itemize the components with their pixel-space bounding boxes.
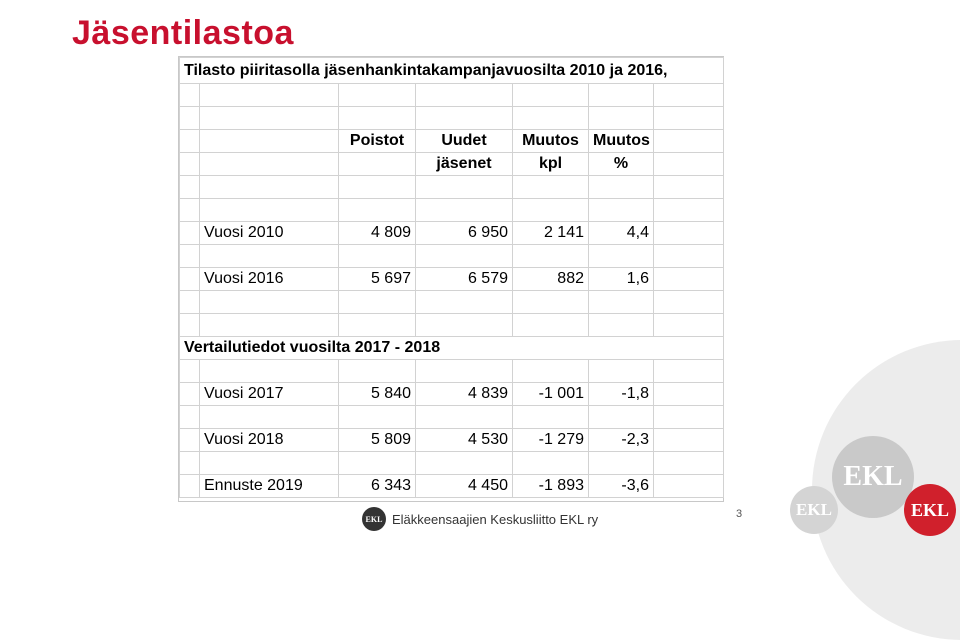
cell-poistot: 6 343 (339, 475, 416, 498)
ekl-logo-grey-small: EKL (790, 486, 838, 534)
cell-muutos-pct: 4,4 (589, 222, 654, 245)
header-muutos-kpl: Muutos (513, 130, 589, 153)
row-label: Vuosi 2017 (200, 383, 339, 406)
cell-muutos-kpl: 882 (513, 268, 589, 291)
cell-uudet: 6 579 (416, 268, 513, 291)
cell-poistot: 5 809 (339, 429, 416, 452)
cell-muutos-pct: 1,6 (589, 268, 654, 291)
cell-muutos-pct: -2,3 (589, 429, 654, 452)
footer-logo-icon: EKL (362, 507, 386, 531)
footer-text: Eläkkeensaajien Keskusliitto EKL ry (392, 511, 599, 527)
header-kpl: kpl (513, 153, 589, 176)
header-poistot: Poistot (339, 130, 416, 153)
cell-muutos-kpl: -1 001 (513, 383, 589, 406)
header-uudet: Uudet (416, 130, 513, 153)
cell-poistot: 5 840 (339, 383, 416, 406)
cell-uudet: 4 450 (416, 475, 513, 498)
footer (362, 506, 598, 532)
table-row (180, 383, 724, 406)
row-label: Vuosi 2018 (200, 429, 339, 452)
header-muutos-pct: Muutos (589, 130, 654, 153)
cell-muutos-pct: -3,6 (589, 475, 654, 498)
table-row (180, 429, 724, 452)
row-label: Vuosi 2010 (200, 222, 339, 245)
cell-uudet: 6 950 (416, 222, 513, 245)
cell-poistot: 4 809 (339, 222, 416, 245)
row-label: Vuosi 2016 (200, 268, 339, 291)
cell-muutos-kpl: -1 279 (513, 429, 589, 452)
cell-muutos-kpl: -1 893 (513, 475, 589, 498)
slide-title: Jäsentilastoa (72, 14, 294, 52)
table-row (180, 222, 724, 245)
table-title: Tilasto piiritasolla jäsenhankintakampanjavuosilta 2010 ja 2016, (180, 58, 724, 84)
ekl-logo-grey-large: EKL (832, 436, 914, 518)
page-number: 3 (736, 508, 743, 520)
cell-uudet: 4 839 (416, 383, 513, 406)
header-poistot-line2 (339, 153, 416, 176)
cell-muutos-pct: -1,8 (589, 383, 654, 406)
comparison-title: Vertailutiedot vuosilta 2017 - 2018 (180, 337, 724, 360)
statistics-spreadsheet (178, 56, 724, 502)
cell-poistot: 5 697 (339, 268, 416, 291)
row-label: Ennuste 2019 (200, 475, 339, 498)
cell-muutos-kpl: 2 141 (513, 222, 589, 245)
table-row (180, 475, 724, 498)
header-percent: % (589, 153, 654, 176)
ekl-logo-red: EKL (904, 484, 956, 536)
table-row (180, 268, 724, 291)
cell-uudet: 4 530 (416, 429, 513, 452)
header-jasenet: jäsenet (416, 153, 513, 176)
